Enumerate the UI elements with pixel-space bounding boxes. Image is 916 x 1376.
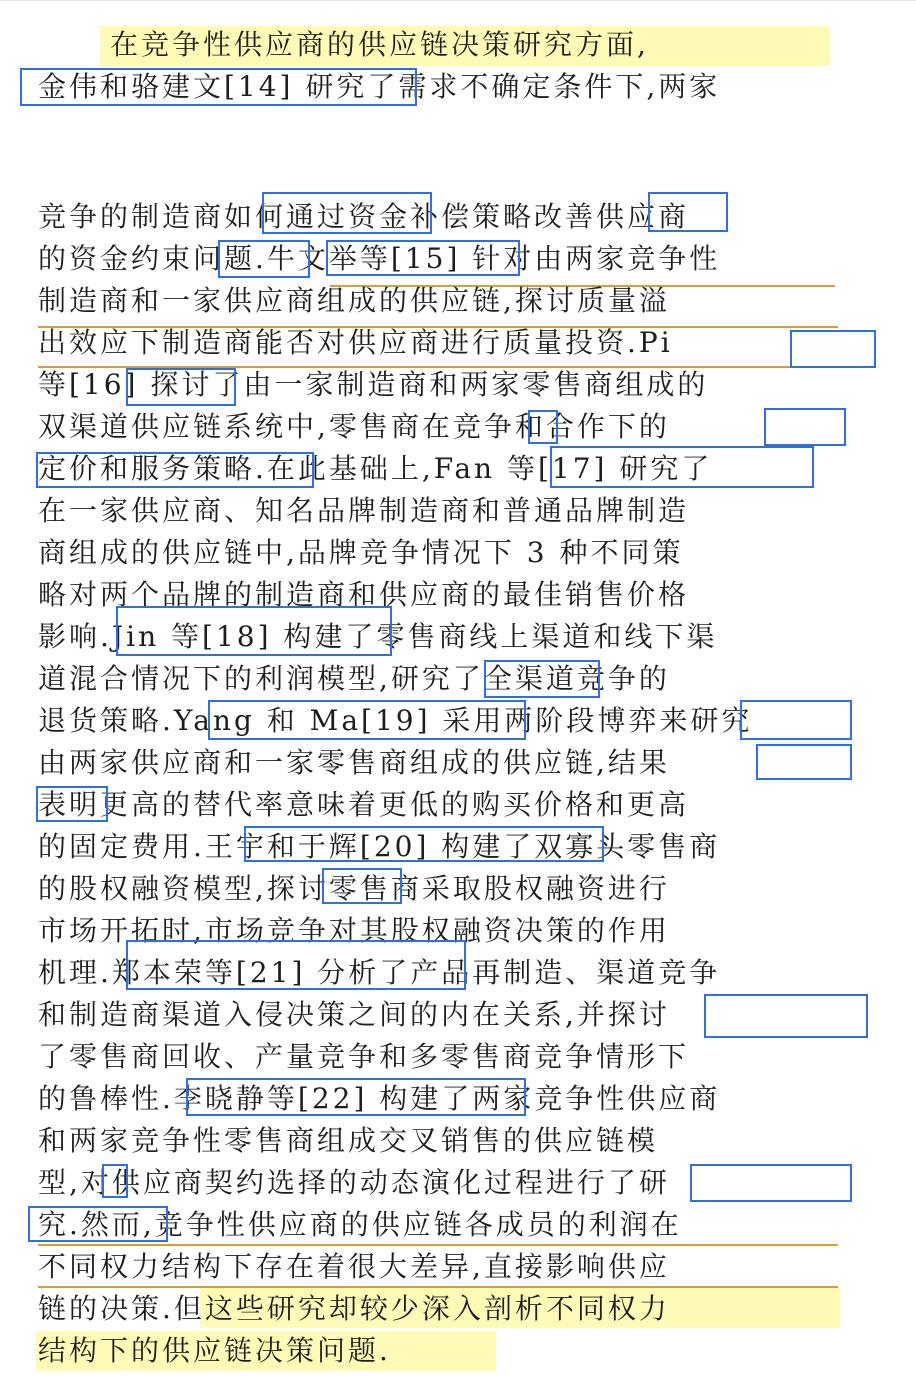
text-line: 略对两个品牌的制造商和供应商的最佳销售价格 xyxy=(38,578,690,611)
text-line: 了零售商回收、产量竞争和多零售商竞争情形下 xyxy=(38,1040,690,1073)
text-line: 在一家供应商、知名品牌制造商和普通品牌制造 xyxy=(38,494,690,527)
annotation-box xyxy=(484,660,600,698)
annotation-box xyxy=(756,744,852,780)
text-line: 制造商和一家供应商组成的供应链,探讨质量溢 xyxy=(38,284,670,317)
text-line: 退货策略.Yang 和 Ma[19] 采用两阶段博弈来研究 xyxy=(38,704,753,737)
text-line: 的鲁棒性.李晓静等[22] 构建了两家竞争性供应商 xyxy=(38,1082,721,1115)
text-line: 机理.郑本荣等[21] 分析了产品再制造、渠道竞争 xyxy=(38,956,721,989)
text-line: 双渠道供应链系统中,零售商在竞争和合作下的 xyxy=(38,410,670,443)
text-line: 表明更高的替代率意味着更低的购买价格和更高 xyxy=(38,788,690,821)
annotation-box xyxy=(704,994,868,1038)
text-line: 金伟和骆建文[14] 研究了需求不确定条件下,两家 xyxy=(38,70,721,103)
annotation-box xyxy=(740,700,852,740)
annotation-box xyxy=(326,240,520,276)
scan-edge xyxy=(0,0,916,1)
text-line: 在竞争性供应商的供应链决策研究方面, xyxy=(110,28,649,61)
text-line: 的资金约束问题.牛文举等[15] 针对由两家竞争性 xyxy=(38,242,721,275)
annotation-box xyxy=(244,826,604,862)
text-line: 道混合情况下的利润模型,研究了全渠道竞争的 xyxy=(38,662,670,695)
annotation-box xyxy=(36,786,108,822)
text-line: 的股权融资模型,探讨零售商采取股权融资进行 xyxy=(38,872,670,905)
annotation-box xyxy=(186,1078,526,1116)
text-line: 出效应下制造商能否对供应商进行质量投资.Pi xyxy=(38,326,673,359)
text-line: 市场开拓时,市场竞争对其股权融资决策的作用 xyxy=(38,914,670,947)
annotation-box xyxy=(690,1164,852,1202)
text-line: 不同权力结构下存在着很大差异,直接影响供应 xyxy=(38,1250,670,1283)
annotation-box xyxy=(218,240,310,278)
annotation-box xyxy=(550,446,814,488)
annotation-box xyxy=(102,1164,128,1198)
annotation-box xyxy=(528,410,558,444)
text-line: 由两家供应商和一家零售商组成的供应链,结果 xyxy=(38,746,670,779)
text-line: 型,对供应商契约选择的动态演化过程进行了研 xyxy=(38,1166,670,1199)
annotation-box xyxy=(790,330,876,368)
annotation-box xyxy=(116,606,392,656)
text-line: 等[16] 探讨了由一家制造商和两家零售商组成的 xyxy=(38,368,709,401)
annotation-box xyxy=(28,1206,168,1242)
annotation-box xyxy=(322,868,402,904)
text-line: 影响.Jin 等[18] 构建了零售商线上渠道和线下渠 xyxy=(38,620,718,653)
text-line: 结构下的供应链决策问题. xyxy=(38,1334,391,1367)
text-line: 和制造商渠道入侵决策之间的内在关系,并探讨 xyxy=(38,998,670,1031)
annotation-box xyxy=(648,192,728,232)
annotation-box xyxy=(36,452,314,488)
text-line: 定价和服务策略.在此基础上,Fan 等[17] 研究了 xyxy=(38,452,713,485)
annotation-box xyxy=(126,368,236,406)
text-line: 究.然而,竞争性供应商的供应链各成员的利润在 xyxy=(38,1208,682,1241)
text-line: 的固定费用.王宇和于辉[20] 构建了双寡头零售商 xyxy=(38,830,721,863)
annotation-box xyxy=(262,192,432,234)
text-line: 竞争的制造商如何通过资金补偿策略改善供应商 xyxy=(38,200,690,233)
annotation-box xyxy=(764,408,846,446)
text-line: 链的决策.但这些研究却较少深入剖析不同权力 xyxy=(38,1292,670,1325)
annotation-box xyxy=(126,940,466,990)
text-line: 和两家竞争性零售商组成交叉销售的供应链模 xyxy=(38,1124,659,1157)
text-line: 商组成的供应链中,品牌竞争情况下 3 种不同策 xyxy=(38,536,684,569)
annotation-box xyxy=(20,68,417,106)
annotation-box xyxy=(208,700,526,740)
